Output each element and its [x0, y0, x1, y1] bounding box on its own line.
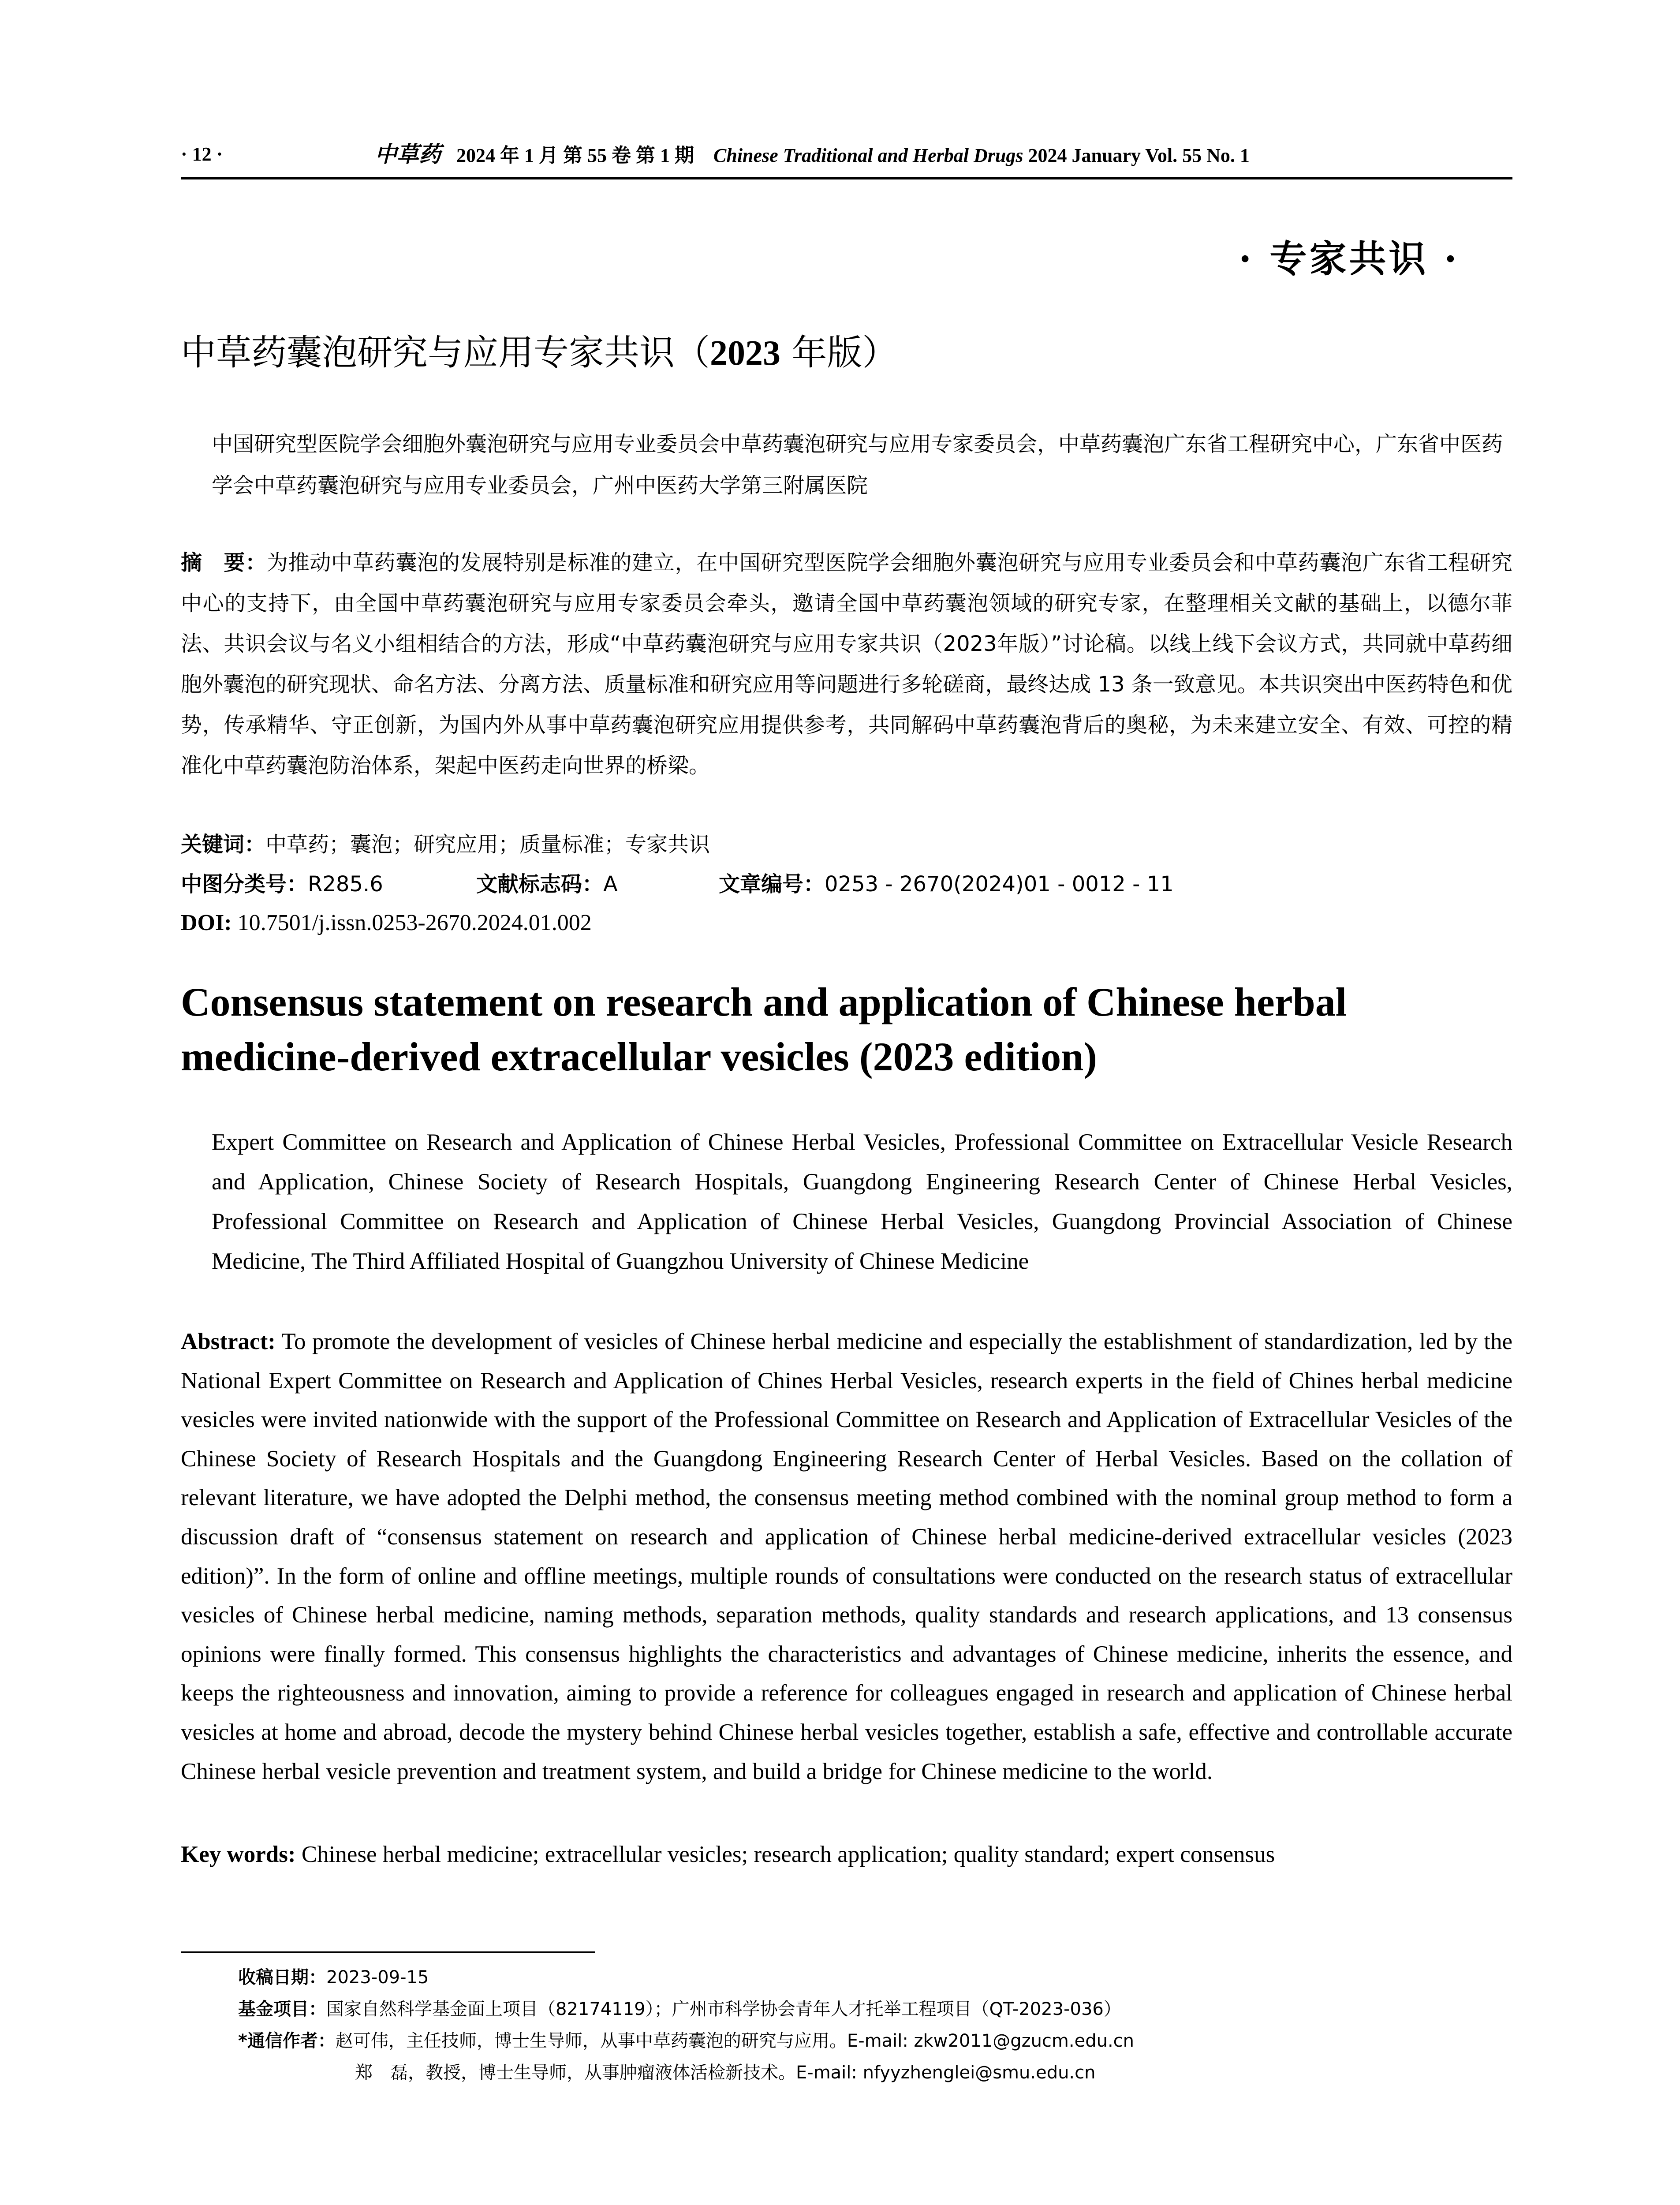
- journal-info: [375, 141, 1250, 169]
- corresponding-author: [238, 2025, 1517, 2057]
- chinese-keywords-text: 中草药；囊泡；研究应用；质量标准；专家共识: [265, 832, 710, 857]
- received-label: 收稿日期：: [238, 1967, 326, 1988]
- english-abstract-text: To promote the development of vesicles of Chinese herbal medicine and especially the establishment of standardization, led by the National Expert Committee on Research and Application of Chines Herbal Vesicles, research experts in the field of Chines herbal medicine vesicles were invited nationwide with the support of the Professional Committee on Research and Application of Extracellular Vesicles of the Chinese Society of Research Hospitals and the Guangdong Engineering Research Center of Herbal Vesicles. Based on the collation of relevant literature, we have adopted the Delphi method, the consensus meeting method combined with the nominal group method to form a discussion draft of “consensus statement on research and application of Chinese herbal medicine-derived extracellular vesicles (2023 edition)”. In the form of online and offline meetings, multiple rounds of consultations were conducted on the research status of extracellular vesicles of Chinese herbal medicine, naming methods, separation methods, quality standards and research applications, and 13 consensus opinions were finally formed. This consensus highlights the characteristics and advantages of Chinese medicine, inherits the essence, and keeps the righteousness and innovation, aiming to provide a reference for colleagues engaged in research and application of Chinese herbal vesicles at home and abroad, decode the mystery behind Chinese herbal vesicles together, establish a safe, effective and controllable accurate Chinese herbal vesicle prevention and treatment system, and build a bridge for Chinese medicine to the world.: [181, 1329, 1512, 1784]
- footnotes: [238, 1962, 1517, 2089]
- chinese-title-suffix: 年版）: [780, 332, 898, 373]
- doi-label: DOI:: [181, 910, 232, 935]
- doc-code-label: 文献标志码：: [476, 872, 604, 897]
- classification-line: [181, 869, 1512, 900]
- chinese-abstract: [181, 542, 1512, 786]
- journal-en-issue: 2024 January Vol. 55 No. 1: [1028, 145, 1250, 166]
- english-keywords-label: Key words:: [181, 1842, 296, 1867]
- english-title: Consensus statement on research and application of Chinese herbal medicine-derived extracellular vesicles (2023 edition): [181, 979, 1347, 1079]
- doi-line: [181, 908, 1512, 938]
- header-rule: [181, 177, 1512, 179]
- english-abstract: [181, 1322, 1512, 1791]
- chinese-keywords-label: 关键词：: [181, 832, 266, 857]
- fund-info: [238, 1993, 1517, 2025]
- corresponding-label: *通信作者：: [238, 2031, 336, 2051]
- received-date: [238, 1962, 1517, 1993]
- page-number: · 12 ·: [181, 143, 223, 165]
- english-abstract-label: Abstract:: [181, 1329, 276, 1354]
- doc-code-value: A: [603, 872, 618, 897]
- english-keywords-text: Chinese herbal medicine; extracellular vesicles; research application; quality standard; expert consensus: [301, 1842, 1275, 1867]
- journal-logo: 中草药: [375, 141, 441, 167]
- chinese-abstract-text: 为推动中草药囊泡的发展特别是标准的建立，在中国研究型医院学会细胞外囊泡研究与应用专业委员会和中草药囊泡广东省工程研究中心的支持下，由全国中草药囊泡研究与应用专家委员会牵头，邀请全国中草药囊泡领域的研究专家，在整理相关文献的基础上，以德尔菲法、共识会议与名义小组相结合的方法，形成“中草药囊泡研究与应用专家共识（2023年版）”讨论稿。以线上线下会议方式，共同就中草药细胞外囊泡的研究现状、命名方法、分离方法、质量标准和研究应用等问题进行多轮磋商，最终达成 13 条一致意见。本共识突出中医药特色和优势，传承精华、守正创新，为国内外从事中草药囊泡研究应用提供参考，共同解码中草药囊泡背后的奥秘，为未来建立安全、有效、可控的精准化中草药囊泡防治体系，架起中医药走向世界的桥梁。: [181, 550, 1512, 778]
- received-value: 2023-09-15: [326, 1967, 429, 1988]
- corresponding-author-1: 赵可伟，主任技师，博士生导师，从事中草药囊泡的研究与应用。E-mail: zkw2011@gzucm.edu.cn: [335, 2031, 1135, 2051]
- english-keywords: [181, 1837, 1512, 1872]
- journal-en-name: Chinese Traditional and Herbal Drugs: [713, 145, 1023, 166]
- chinese-title: [181, 329, 1504, 377]
- article-number-value: 0253 - 2670(2024)01 - 0012 - 11: [825, 872, 1174, 897]
- section-tag: · 专家共识 ·: [1239, 237, 1460, 280]
- chinese-keywords: [181, 829, 1512, 860]
- journal-cn-issue: 2024 年 1 月 第 55 卷 第 1 期: [456, 145, 694, 166]
- english-authors: Expert Committee on Research and Application of Chinese Herbal Vesicles, Professional Committee on Extracellular Vesicle Research and Application, Chinese Society of Research Hospitals, Guangdong Engineering Research Center of Chinese Herbal Vesicles, Professional Committee on Research and Application of Chinese Herbal Vesicles, Guangdong Provincial Association of Chinese Medicine, The Third Affiliated Hospital of Guangzhou University of Chinese Medicine: [212, 1129, 1512, 1274]
- article-number-label: 文章编号：: [719, 872, 825, 897]
- doi-value[interactable]: 10.7501/j.issn.0253-2670.2024.01.002: [237, 910, 592, 935]
- fund-label: 基金项目：: [238, 1999, 326, 2019]
- chinese-title-prefix: 中草药囊泡研究与应用专家共识（: [181, 332, 710, 373]
- chinese-authors: 中国研究型医院学会细胞外囊泡研究与应用专业委员会中草药囊泡研究与应用专家委员会，中草药囊泡广东省工程研究中心，广东省中医药学会中草药囊泡研究与应用专业委员会，广州中医药大学第三附属医院: [212, 432, 1503, 498]
- corresponding-author-2: 郑 磊，教授，博士生导师，从事肿瘤液体活检新技术。E-mail: nfyyzhenglei@smu.edu.cn: [355, 2063, 1096, 2083]
- chinese-title-year: 2023: [710, 334, 780, 373]
- clc-label: 中图分类号：: [181, 872, 308, 897]
- clc-value: R285.6: [308, 872, 383, 897]
- corresponding-author-row-2: [238, 2057, 1517, 2089]
- footnote-rule: [181, 1951, 595, 1953]
- fund-value: 国家自然科学基金面上项目（82174119）；广州市科学协会青年人才托举工程项目（QT-2023-036）: [326, 1999, 1121, 2019]
- chinese-abstract-label: 摘 要：: [181, 550, 267, 575]
